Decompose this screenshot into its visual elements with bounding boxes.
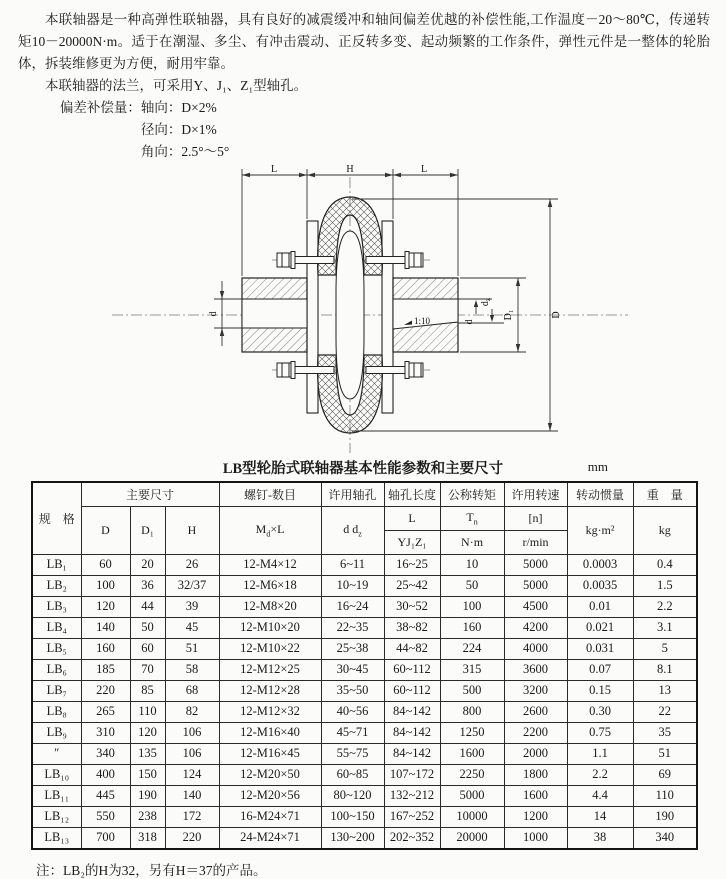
table-cell: LB₁₁: [32, 785, 81, 806]
table-cell: 4500: [504, 596, 567, 617]
table-row: [32, 827, 697, 849]
header-speed: 许用转速: [504, 482, 567, 506]
header-torque-unit: N·m: [440, 530, 504, 554]
table-cell: 69: [633, 764, 697, 785]
table-cell: 3.1: [633, 617, 697, 638]
table-cell: 500: [440, 680, 504, 701]
table-cell: 800: [440, 701, 504, 722]
table-cell: 340: [81, 743, 130, 764]
table-cell: 20: [130, 554, 165, 575]
table-cell: 12-M10×22: [219, 638, 321, 659]
table-cell: 0.01: [567, 596, 633, 617]
table-cell: 58: [165, 659, 219, 680]
header-h: H: [165, 506, 219, 554]
table-cell: 160: [440, 617, 504, 638]
table-cell: LB₆: [32, 659, 81, 680]
table-cell: 14: [567, 806, 633, 827]
coupling-drawing-area: [0, 163, 726, 455]
table-cell: 1200: [504, 806, 567, 827]
dim-label-l-right: L: [420, 164, 428, 175]
compensation-radial: 径向：D×1%: [140, 122, 217, 137]
table-cell: 84~142: [384, 722, 440, 743]
table-cell: 44~82: [384, 638, 440, 659]
taper-label: 1:10: [414, 316, 431, 326]
table-cell: 60: [81, 554, 130, 575]
table-cell: 30~52: [384, 596, 440, 617]
table-cell: 1.1: [567, 743, 633, 764]
table-cell: 8.1: [633, 659, 697, 680]
header-bore-len: 轴孔长度: [384, 482, 440, 506]
table-cell: 550: [81, 806, 130, 827]
table-cell: 26: [165, 554, 219, 575]
bolt-washer: [291, 252, 295, 269]
header-screw-count: 螺钉-数目: [219, 482, 321, 506]
table-cell: 1.5: [633, 575, 697, 596]
table-cell: 51: [633, 743, 697, 764]
bolt-shank: [295, 257, 334, 264]
table-cell: 445: [81, 785, 130, 806]
header-d1: D₁: [130, 506, 165, 554]
table-cell: 1800: [504, 764, 567, 785]
table-cell: 315: [440, 659, 504, 680]
table-cell: 110: [130, 701, 165, 722]
table-cell: 2250: [440, 764, 504, 785]
spec-table-body: [32, 554, 697, 849]
table-cell: ″: [32, 743, 81, 764]
table-cell: 318: [130, 827, 165, 849]
table-row: [32, 701, 697, 722]
table-cell: 160: [81, 638, 130, 659]
dim-label-d1: D₁: [503, 309, 514, 321]
table-cell: 1600: [440, 743, 504, 764]
table-cell: 44: [130, 596, 165, 617]
table-cell: 45: [165, 617, 219, 638]
table-cell: 2600: [504, 701, 567, 722]
table-cell: 50: [440, 575, 504, 596]
bolt-washer: [405, 362, 409, 379]
compensation-label: 偏差补偿量：: [59, 100, 141, 115]
coupling-diagram: [0, 163, 726, 455]
table-cell: 132~212: [384, 785, 440, 806]
right-flange: [382, 221, 393, 413]
table-cell: 36: [130, 575, 165, 596]
table-cell: 0.15: [567, 680, 633, 701]
table-cell: 130~200: [321, 827, 384, 849]
table-cell: 12-M12×25: [219, 659, 321, 680]
table-cell: 1000: [504, 827, 567, 849]
table-cell: 5: [633, 638, 697, 659]
table-cell: 120: [81, 596, 130, 617]
table-cell: 5000: [504, 575, 567, 596]
bolt-washer: [291, 362, 295, 379]
table-cell: 6~11: [321, 554, 384, 575]
table-cell: 167~252: [384, 806, 440, 827]
table-cell: LB₅: [32, 638, 81, 659]
table-cell: 24-M24×71: [219, 827, 321, 849]
bolt-shank: [295, 367, 334, 374]
table-cell: 5000: [504, 554, 567, 575]
table-cell: 4000: [504, 638, 567, 659]
table-cell: 110: [633, 785, 697, 806]
table-cell: 60~112: [384, 659, 440, 680]
header-screw-spec: $M_d\times L$: [219, 506, 321, 554]
table-cell: 124: [165, 764, 219, 785]
table-cell: 150: [130, 764, 165, 785]
table-cell: 50: [130, 617, 165, 638]
table-cell: 10000: [440, 806, 504, 827]
table-cell: 0.031: [567, 638, 633, 659]
table-cell: 0.75: [567, 722, 633, 743]
table-cell: 0.0003: [567, 554, 633, 575]
table-title-row: [0, 457, 726, 477]
table-cell: 68: [165, 680, 219, 701]
table-cell: 2200: [504, 722, 567, 743]
table-row: [32, 554, 697, 575]
table-cell: 190: [633, 806, 697, 827]
header-weight: 重 量: [633, 482, 697, 506]
table-cell: 220: [165, 827, 219, 849]
table-cell: 12-M16×45: [219, 743, 321, 764]
dim-label-l-left: L: [270, 164, 278, 175]
table-cell: 140: [81, 617, 130, 638]
table-cell: 5000: [440, 785, 504, 806]
table-cell: 10~19: [321, 575, 384, 596]
table-cell: 40~56: [321, 701, 384, 722]
header-bore-allow-sym: d $d_z$: [321, 506, 384, 554]
table-cell: 4200: [504, 617, 567, 638]
table-cell: 12-M6×18: [219, 575, 321, 596]
dim-label-d-outer: D: [551, 311, 562, 319]
table-cell: 12-M10×20: [219, 617, 321, 638]
table-cell: 120: [130, 722, 165, 743]
left-flange: [307, 221, 318, 413]
table-cell: 10: [440, 554, 504, 575]
table-cell: 51: [165, 638, 219, 659]
bolt-shank: [366, 367, 405, 374]
table-cell: 60~112: [384, 680, 440, 701]
compensation-items: [141, 97, 229, 163]
table-cell: 107~172: [384, 764, 440, 785]
table-row: [32, 596, 697, 617]
table-cell: 106: [165, 743, 219, 764]
table-cell: 38~82: [384, 617, 440, 638]
table-cell: 22: [633, 701, 697, 722]
table-cell: 340: [633, 827, 697, 849]
intro-section: [0, 0, 726, 163]
table-cell: LB₄: [32, 617, 81, 638]
table-cell: 60: [130, 638, 165, 659]
header-bore-len-l: L: [384, 506, 440, 530]
table-cell: 16-M24×71: [219, 806, 321, 827]
table-cell: 12-M4×12: [219, 554, 321, 575]
compensation-axial: 轴向：D×2%: [140, 100, 217, 115]
table-cell: LB₉: [32, 722, 81, 743]
table-cell: 106: [165, 722, 219, 743]
table-cell: LB₁₃: [32, 827, 81, 849]
table-cell: 13: [633, 680, 697, 701]
table-cell: 22~35: [321, 617, 384, 638]
left-hub-bore: [242, 299, 307, 328]
header-inertia: 转动惯量: [567, 482, 633, 506]
table-row: [32, 680, 697, 701]
table-cell: 60~85: [321, 764, 384, 785]
table-cell: 32/37: [165, 575, 219, 596]
table-cell: 700: [81, 827, 130, 849]
compensation-block: [60, 97, 710, 163]
header-bore-allow: 许用轴孔: [321, 482, 384, 506]
header-inertia-unit: kg·m²: [567, 506, 633, 554]
table-cell: LB₁: [32, 554, 81, 575]
dim-label-d-right: d: [464, 319, 475, 325]
table-cell: LB₂: [32, 575, 81, 596]
table-cell: 100~150: [321, 806, 384, 827]
table-header: [32, 482, 697, 554]
table-cell: 185: [81, 659, 130, 680]
table-cell: 140: [165, 785, 219, 806]
table-cell: 0.021: [567, 617, 633, 638]
right-hub: [393, 278, 458, 352]
intro-paragraph-1: 本联轴器是一种高弹性联轴器，具有良好的减震缓冲和轴间偏差优越的补偿性能,工作温度－20～80℃，传递转矩10－20000N·m。适于在潮湿、多尘、有冲击震动、正反转多变、起动频繁的工作条件，弹性元件是一整体的轮胎体，拆装维修更为方便，耐用牢靠。: [18, 12, 710, 71]
table-cell: 1250: [440, 722, 504, 743]
table-row: [32, 617, 697, 638]
table-row: [32, 659, 697, 680]
table-cell: 12-M8×20: [219, 596, 321, 617]
table-cell: 3600: [504, 659, 567, 680]
left-hub: [242, 278, 307, 352]
table-cell: 310: [81, 722, 130, 743]
spec-table: [31, 481, 698, 850]
table-cell: 35~50: [321, 680, 384, 701]
table-cell: 100: [440, 596, 504, 617]
table-cell: 16~24: [321, 596, 384, 617]
table-cell: 25~42: [384, 575, 440, 596]
header-spec: 规 格: [32, 482, 81, 554]
compensation-angular: 角向：2.5°～5°: [140, 144, 230, 159]
table-cell: 100: [81, 575, 130, 596]
table-cell: 39: [165, 596, 219, 617]
table-cell: 0.4: [633, 554, 697, 575]
header-d: D: [81, 506, 130, 554]
table-cell: LB₁₂: [32, 806, 81, 827]
header-main-dims: 主要尺寸: [81, 482, 219, 506]
table-cell: 12-M16×40: [219, 722, 321, 743]
dim-label-d-left: d: [208, 311, 219, 317]
bolt-shank: [366, 257, 405, 264]
table-cell: 82: [165, 701, 219, 722]
dim-label-h: H: [346, 164, 354, 175]
table-cell: 0.07: [567, 659, 633, 680]
table-cell: 55~75: [321, 743, 384, 764]
table-cell: 80~120: [321, 785, 384, 806]
table-cell: 45~71: [321, 722, 384, 743]
table-cell: 2000: [504, 743, 567, 764]
table-cell: 202~352: [384, 827, 440, 849]
header-speed-sym: [n]: [504, 506, 567, 530]
header-weight-unit: kg: [633, 506, 697, 554]
table-cell: 224: [440, 638, 504, 659]
inner-sleeve: [336, 231, 364, 399]
table-cell: 70: [130, 659, 165, 680]
table-title: LB型轮胎式联轴器基本性能参数和主要尺寸: [222, 461, 504, 477]
dim-label-dz: $d_z$: [480, 297, 492, 307]
table-cell: 84~142: [384, 701, 440, 722]
header-torque: 公称转矩: [440, 482, 504, 506]
table-cell: 238: [130, 806, 165, 827]
table-cell: 2.2: [633, 596, 697, 617]
table-cell: 3200: [504, 680, 567, 701]
table-cell: 12-M20×56: [219, 785, 321, 806]
table-cell: LB₃: [32, 596, 81, 617]
table-cell: 16~25: [384, 554, 440, 575]
table-row: [32, 764, 697, 785]
table-cell: 400: [81, 764, 130, 785]
table-row: [32, 743, 697, 764]
table-cell: 0.30: [567, 701, 633, 722]
table-cell: 35: [633, 722, 697, 743]
table-cell: 190: [130, 785, 165, 806]
table-row: [32, 785, 697, 806]
header-speed-unit: r/min: [504, 530, 567, 554]
table-cell: 1600: [504, 785, 567, 806]
table-cell: LB₁₀: [32, 764, 81, 785]
table-cell: 135: [130, 743, 165, 764]
table-cell: LB₈: [32, 701, 81, 722]
table-cell: 30~45: [321, 659, 384, 680]
table-cell: 25~38: [321, 638, 384, 659]
table-cell: 220: [81, 680, 130, 701]
table-unit: mm: [587, 459, 608, 474]
table-cell: 12-M12×28: [219, 680, 321, 701]
bolt-washer: [405, 252, 409, 269]
table-note: 注：LB₂的H为32，另有H＝37的产品。: [36, 862, 267, 878]
table-cell: LB₇: [32, 680, 81, 701]
table-cell: 85: [130, 680, 165, 701]
table-cell: 38: [567, 827, 633, 849]
table-row: [32, 722, 697, 743]
intro-paragraph-2: 本联轴器的法兰，可采用Y、J₁、Z₁型轴孔。: [45, 78, 308, 93]
table-cell: 2.2: [567, 764, 633, 785]
table-row: [32, 575, 697, 596]
table-cell: 4.4: [567, 785, 633, 806]
table-cell: 84~142: [384, 743, 440, 764]
table-cell: 0.0035: [567, 575, 633, 596]
table-cell: 172: [165, 806, 219, 827]
table-cell: 20000: [440, 827, 504, 849]
header-torque-sym: $T_n$: [440, 506, 504, 530]
table-cell: 265: [81, 701, 130, 722]
header-bore-len-types: YJ₁Z₁: [384, 530, 440, 554]
table-cell: 12-M20×50: [219, 764, 321, 785]
table-row: [32, 638, 697, 659]
table-row: [32, 806, 697, 827]
table-cell: 12-M12×32: [219, 701, 321, 722]
